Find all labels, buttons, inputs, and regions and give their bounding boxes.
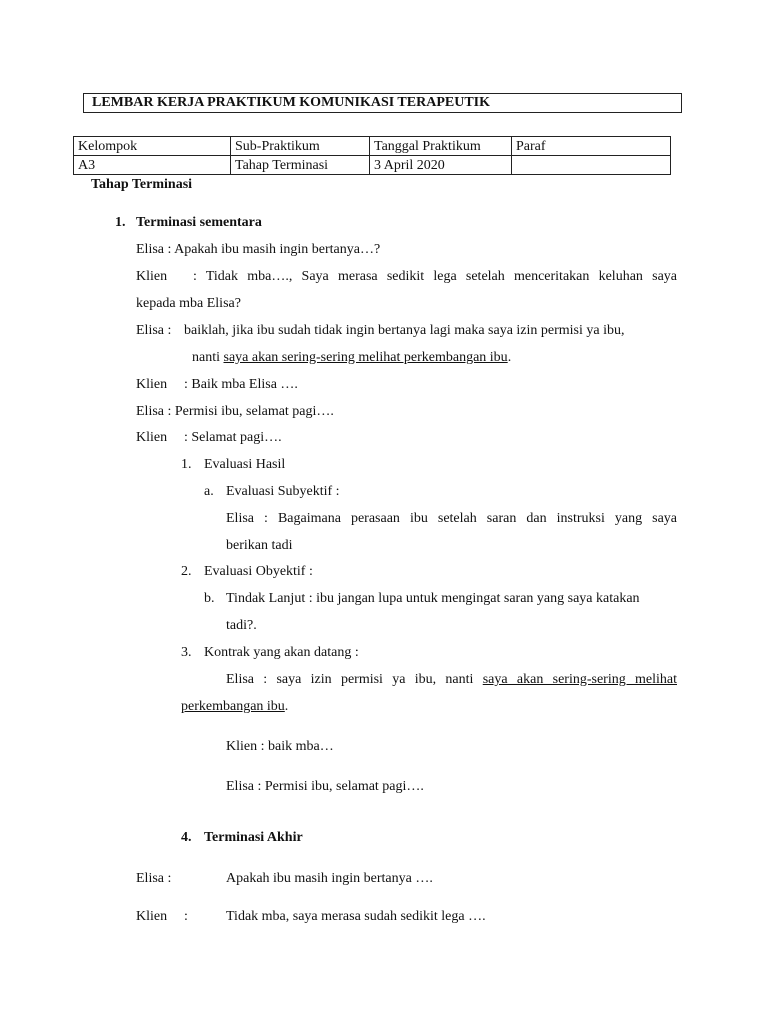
s1-line-3-cont-post: . — [507, 350, 512, 365]
s1-line-6-text: : Selamat pagi…. — [184, 430, 282, 445]
s4-line-2-text: Tidak mba, saya merasa sudah sedikit lega …. — [226, 909, 486, 924]
eval-b-text-1: Tindak Lanjut : ibu jangan lupa untuk mengingat saran yang saya katakan — [226, 591, 640, 606]
eval-3-text-1-underlined: saya akan sering-sering melihat — [482, 672, 677, 687]
s4-line-1-text: Apakah ibu masih ingin bertanya …. — [226, 871, 433, 886]
s4-number: 4. — [181, 830, 192, 845]
eval-3-number: 3. — [181, 645, 192, 660]
eval-1-number: 1. — [181, 457, 192, 472]
cell-paraf — [512, 156, 671, 175]
eval-3-label: Kontrak yang akan datang : — [204, 645, 359, 660]
cell-tanggal: 3 April 2020 — [370, 156, 512, 175]
cell-sub-praktikum: Tahap Terminasi — [231, 156, 370, 175]
eval-3-text-1-pre: Elisa : saya izin permisi ya ibu, nanti — [226, 672, 483, 687]
header-tanggal-praktikum: Tanggal Praktikum — [370, 137, 512, 156]
s1-line-1: Elisa : Apakah ibu masih ingin bertanya…? — [136, 242, 381, 257]
s1-line-5: Elisa : Permisi ibu, selamat pagi…. — [136, 404, 334, 419]
eval-3-text-1 — [226, 671, 677, 688]
table-header-row — [74, 137, 671, 156]
s1-line-2-text: : Tidak mba…., Saya merasa sedikit lega setelah menceritakan keluhan saya — [193, 269, 677, 284]
cell-kelompok: A3 — [74, 156, 231, 175]
s1-line-3-cont-pre: nanti — [192, 350, 224, 365]
eval-a-label: Evaluasi Subyektif : — [226, 484, 340, 499]
eval-a-text-2: berikan tadi — [226, 538, 293, 553]
info-table — [73, 136, 671, 175]
table-row — [74, 156, 671, 175]
eval-b-number: b. — [204, 591, 215, 606]
s1-line-3-speaker: Elisa : — [136, 323, 172, 338]
eval-3-text-2-post: . — [284, 699, 289, 714]
eval-klien-reply: Klien : baik mba… — [226, 739, 334, 754]
eval-elisa-farewell: Elisa : Permisi ibu, selamat pagi…. — [226, 779, 424, 794]
section-heading: Tahap Terminasi — [91, 177, 193, 192]
eval-3-text-2 — [181, 698, 288, 715]
eval-3-text-2-underlined: perkembangan ibu — [181, 699, 285, 714]
eval-1-label: Evaluasi Hasil — [204, 457, 286, 472]
s4-line-1-speaker: Elisa : — [136, 871, 172, 886]
s1-line-2-cont: kepada mba Elisa? — [136, 296, 241, 311]
header-paraf: Paraf — [512, 137, 671, 156]
s4-line-2-colon: : — [184, 909, 188, 924]
eval-a-number: a. — [204, 484, 214, 499]
s1-line-3-text: baiklah, jika ibu sudah tidak ingin bertanya lagi maka saya izin permisi ya ibu, — [184, 323, 625, 338]
s4-title: Terminasi Akhir — [204, 830, 303, 845]
s1-line-2-speaker: Klien — [136, 269, 168, 284]
s4-line-2-speaker: Klien — [136, 909, 168, 924]
s1-line-6-speaker: Klien — [136, 430, 168, 445]
eval-2-label: Evaluasi Obyektif : — [204, 564, 313, 579]
s1-line-4-speaker: Klien — [136, 377, 168, 392]
worksheet-title: LEMBAR KERJA PRAKTIKUM KOMUNIKASI TERAPEUTIK — [83, 93, 682, 113]
s1-line-3-cont — [192, 349, 511, 366]
eval-b-text-2: tadi?. — [226, 618, 257, 633]
eval-a-text-1: Elisa : Bagaimana perasaan ibu setelah saran dan instruksi yang saya — [226, 511, 677, 526]
s1-line-4-text: : Baik mba Elisa …. — [184, 377, 298, 392]
header-sub-praktikum: Sub-Praktikum — [231, 137, 370, 156]
header-kelompok: Kelompok — [74, 137, 231, 156]
s1-number: 1. — [115, 215, 126, 230]
eval-2-number: 2. — [181, 564, 192, 579]
s1-line-3-cont-underlined: saya akan sering-sering melihat perkembangan ibu — [223, 350, 508, 365]
s1-title: Terminasi sementara — [136, 215, 262, 230]
